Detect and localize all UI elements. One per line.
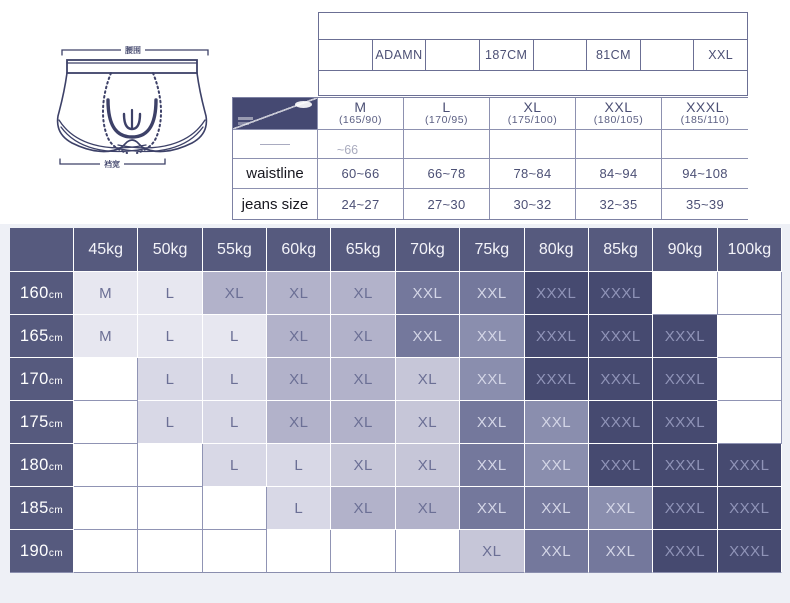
spec-size-range: (170/95)	[424, 114, 469, 127]
size-cell: XXXL	[653, 358, 717, 401]
height-header-cell	[10, 272, 74, 315]
size-spec-table	[232, 97, 748, 220]
size-cell: XXXL	[653, 487, 717, 530]
spec-size-header	[576, 98, 662, 130]
empty-cell	[203, 487, 267, 530]
spec-row-label: waistline	[233, 159, 318, 189]
height-value: 170	[19, 369, 49, 388]
height-header-cell	[10, 315, 74, 358]
spec-value-cell: 32~35	[576, 189, 662, 219]
size-cell: XXL	[525, 487, 589, 530]
size-cell: XXXL	[589, 401, 653, 444]
empty-cell	[74, 401, 138, 444]
size-cell: XXXL	[653, 315, 717, 358]
spec-value-cell-empty	[490, 130, 576, 159]
weight-header-cell: 85kg	[589, 228, 653, 272]
size-cell: L	[203, 358, 267, 401]
size-cell: L	[138, 315, 202, 358]
spec-size-range: (175/100)	[507, 114, 558, 127]
size-cell: XL	[203, 272, 267, 315]
height-header-cell	[10, 487, 74, 530]
spec-size-range: (185/110)	[680, 114, 730, 127]
size-cell: L	[138, 272, 202, 315]
size-cell: XL	[267, 401, 331, 444]
height-unit: cm	[48, 289, 64, 301]
model-info-cell-empty	[641, 40, 695, 70]
size-cell: XXXL	[589, 444, 653, 487]
matrix-header-row	[10, 228, 782, 272]
size-cell: XL	[396, 401, 460, 444]
height-unit: cm	[48, 547, 64, 559]
weight-header-cell: 45kg	[74, 228, 138, 272]
size-cell: L	[203, 315, 267, 358]
empty-cell	[74, 444, 138, 487]
spec-corner-cell	[233, 98, 318, 130]
height-value: 185	[19, 498, 49, 517]
size-cell: M	[74, 272, 138, 315]
spec-size-name: XXL	[604, 99, 633, 116]
model-info-row	[319, 40, 747, 71]
height-header-cell	[10, 530, 74, 573]
size-cell: XL	[331, 358, 395, 401]
size-cell: XXXL	[589, 358, 653, 401]
spec-value-cell: 60~66	[318, 159, 404, 189]
empty-cell	[718, 401, 782, 444]
height-row	[10, 530, 782, 573]
spec-value-cell: 24~27	[318, 189, 404, 219]
size-cell: L	[138, 358, 202, 401]
size-cell: XXXL	[718, 444, 782, 487]
size-cell: XXXL	[653, 530, 717, 573]
height-unit: cm	[48, 461, 64, 473]
size-cell: XXXL	[525, 272, 589, 315]
size-cell: L	[203, 401, 267, 444]
height-value: 165	[19, 326, 49, 345]
model-info-cell: ADAMN	[373, 40, 427, 70]
spec-value-cell: 66~78	[404, 159, 490, 189]
model-info-top-row	[319, 13, 747, 40]
empty-cell	[138, 444, 202, 487]
size-cell: XXL	[589, 530, 653, 573]
size-cell: XL	[331, 487, 395, 530]
size-cell: XXL	[460, 358, 524, 401]
spec-value-cell: ~66	[318, 130, 404, 159]
height-header-cell	[10, 444, 74, 487]
weight-header-cell: 75kg	[460, 228, 524, 272]
boxer-drawing-icon	[48, 40, 218, 180]
weight-header-cell: 100kg	[718, 228, 782, 272]
spec-value-cell: 27~30	[404, 189, 490, 219]
spec-value-cell: 84~94	[576, 159, 662, 189]
size-cell: XL	[267, 315, 331, 358]
spec-value-cell: 35~39	[662, 189, 748, 219]
empty-cell	[74, 487, 138, 530]
size-cell: XXL	[460, 272, 524, 315]
size-cell: XXXL	[589, 272, 653, 315]
size-cell: XXL	[525, 444, 589, 487]
spec-row-label: jeans size	[233, 189, 318, 219]
height-row	[10, 315, 782, 358]
empty-cell	[267, 530, 331, 573]
size-cell: XL	[267, 358, 331, 401]
height-value: 180	[19, 455, 49, 474]
weight-header-cell: 80kg	[525, 228, 589, 272]
size-cell: XXL	[525, 401, 589, 444]
model-info-cell-empty	[319, 40, 373, 70]
empty-cell	[203, 530, 267, 573]
size-matrix-table	[10, 228, 782, 573]
empty-cell	[718, 315, 782, 358]
size-matrix-section	[0, 224, 790, 603]
height-unit: cm	[48, 332, 64, 344]
size-cell: XXL	[396, 315, 460, 358]
weight-header-cell: 90kg	[653, 228, 717, 272]
size-cell: XXXL	[653, 401, 717, 444]
size-cell: XL	[267, 272, 331, 315]
empty-cell	[74, 530, 138, 573]
size-cell: XXXL	[653, 444, 717, 487]
size-cell: XXXL	[718, 487, 782, 530]
size-cell: XXL	[525, 530, 589, 573]
size-cell: XL	[396, 487, 460, 530]
empty-cell	[138, 530, 202, 573]
model-info-cell-empty	[426, 40, 480, 70]
height-header-cell	[10, 401, 74, 444]
model-info-cell: 81CM	[587, 40, 641, 70]
spec-size-header	[662, 98, 748, 130]
spec-value-cell: 94~108	[662, 159, 748, 189]
model-info-cell-empty	[534, 40, 588, 70]
size-cell: L	[267, 487, 331, 530]
size-cell: XL	[331, 315, 395, 358]
spec-size-header	[490, 98, 576, 130]
spec-size-header	[404, 98, 490, 130]
spec-size-name: L	[442, 99, 451, 116]
empty-cell	[331, 530, 395, 573]
height-unit: cm	[48, 418, 64, 430]
boxer-diagram	[48, 40, 218, 180]
empty-cell	[74, 358, 138, 401]
spec-row-label-empty	[233, 130, 318, 159]
spec-value-cell-empty	[404, 130, 490, 159]
size-cell: XL	[396, 444, 460, 487]
size-cell: XXXL	[589, 315, 653, 358]
weight-header-cell: 55kg	[203, 228, 267, 272]
spec-size-name: XXXL	[686, 99, 724, 116]
size-cell: XL	[460, 530, 524, 573]
size-cell: XL	[396, 358, 460, 401]
empty-cell	[718, 358, 782, 401]
height-row	[10, 272, 782, 315]
model-info-cell: 187CM	[480, 40, 534, 70]
empty-cell	[653, 272, 717, 315]
size-cell: XL	[331, 272, 395, 315]
spec-size-range: (165/90)	[338, 114, 383, 127]
size-cell: XL	[331, 444, 395, 487]
weight-header-cell: 60kg	[267, 228, 331, 272]
size-cell: XXXL	[525, 358, 589, 401]
size-cell: XXL	[460, 401, 524, 444]
erased-dash-mark	[260, 144, 290, 145]
model-info-bottom-row	[319, 71, 747, 95]
size-cell: XXXL	[718, 530, 782, 573]
height-unit: cm	[48, 375, 64, 387]
spec-size-header	[318, 98, 404, 130]
empty-cell	[396, 530, 460, 573]
erased-text-mark	[238, 117, 253, 120]
spec-value-cell-empty	[662, 130, 748, 159]
crotch-dimension-label: 裆宽	[104, 160, 120, 169]
size-cell: XXL	[460, 487, 524, 530]
height-value: 190	[19, 541, 49, 560]
erased-mark	[295, 101, 312, 108]
size-cell: XL	[331, 401, 395, 444]
height-value: 175	[19, 412, 49, 431]
size-cell: L	[138, 401, 202, 444]
waist-dimension-label: 腰围	[125, 46, 141, 55]
spec-size-name: XL	[523, 99, 542, 116]
height-value: 160	[19, 283, 49, 302]
spec-size-range: (180/105)	[593, 114, 644, 127]
empty-cell	[138, 487, 202, 530]
height-unit: cm	[48, 504, 64, 516]
matrix-corner-cell	[10, 228, 74, 272]
size-cell: L	[203, 444, 267, 487]
height-row	[10, 358, 782, 401]
size-cell: XXL	[396, 272, 460, 315]
height-row	[10, 444, 782, 487]
size-cell: XXL	[589, 487, 653, 530]
height-row	[10, 401, 782, 444]
spec-value-cell-empty	[576, 130, 662, 159]
size-cell: M	[74, 315, 138, 358]
size-cell: L	[267, 444, 331, 487]
model-info-cell: XXL	[708, 48, 734, 62]
height-row	[10, 487, 782, 530]
spec-value-cell: 78~84	[490, 159, 576, 189]
empty-cell	[718, 272, 782, 315]
spec-size-name: M	[354, 99, 367, 116]
size-cell: XXXL	[525, 315, 589, 358]
erased-text-mark	[238, 122, 249, 125]
height-header-cell	[10, 358, 74, 401]
model-info-table	[318, 12, 748, 96]
spec-value-cell: 30~32	[490, 189, 576, 219]
weight-header-cell: 65kg	[331, 228, 395, 272]
weight-header-cell: 50kg	[138, 228, 202, 272]
size-cell: XXL	[460, 315, 524, 358]
size-cell: XXL	[460, 444, 524, 487]
weight-header-cell: 70kg	[396, 228, 460, 272]
